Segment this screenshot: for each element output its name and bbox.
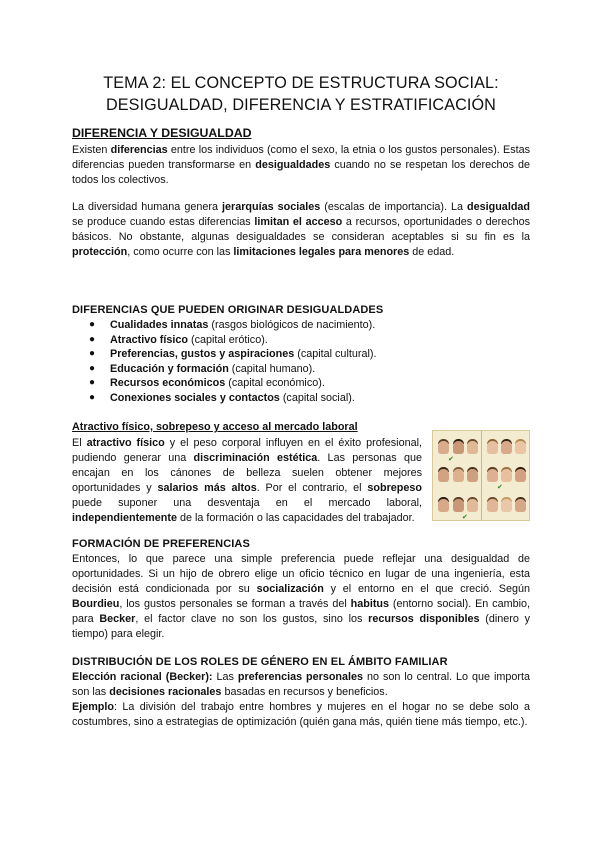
list-item: ● Atractivo físico (capital erótico).: [89, 333, 268, 346]
paragraph-diferencias: Existen diferencias entre los individuos (como el sexo, la etnia o los gustos personales). Estas diferencias pueden transformarse en desigualdades cuando no se respetan los derechos de todos los colectivos.: [72, 144, 531, 186]
check-icon: ✔: [462, 514, 468, 521]
face-thumbnail: [467, 441, 478, 454]
list-item: ● Educación y formación (capital humano).: [89, 362, 316, 375]
list-item: ● Conexiones sociales y contactos (capital social).: [89, 391, 355, 404]
bullet-icon: ●: [89, 333, 96, 345]
face-thumbnail: [467, 469, 478, 482]
bullet-list-diferencias: [72, 318, 376, 406]
paragraph-eleccion-racional: Elección racional (Becker): Las preferencias personales no son lo central. Lo que importa son las decisiones racionales basadas en recursos y beneficios.: [72, 671, 530, 698]
subheading-atractivo-fisico: Atractivo físico, sobrepeso y acceso al mercado laboral: [72, 421, 358, 433]
face-thumbnail: [487, 469, 498, 482]
bullet-icon: ●: [89, 391, 96, 403]
face-thumbnail: [501, 469, 512, 482]
face-thumbnail: [453, 469, 464, 482]
face-thumbnail: [487, 441, 498, 454]
bullet-icon: ●: [89, 319, 96, 330]
face-thumbnail: [438, 441, 449, 454]
faces-comparison-image: [432, 430, 530, 521]
face-thumbnail: [438, 469, 449, 482]
list-item: ● Recursos económicos (capital económico).: [89, 377, 325, 390]
document-title: [72, 72, 530, 116]
section-heading-roles-genero: DISTRIBUCIÓN DE LOS ROLES DE GÉNERO EN EL ÁMBITO FAMILIAR: [72, 656, 448, 668]
paragraph-atractivo-fisico: El atractivo físico y el peso corporal influyen en el éxito profesional, pudiendo generar una discriminación estética. Las personas que encajan en los cánones de belleza suelen obtener mejores oportunidades y salarios más altos. Por el contrario, el sobrepeso puede suponer una desventaja en el mercado laboral, independientemente de la formación o las capacidades del trabajador.: [72, 437, 422, 524]
face-thumbnail: [515, 499, 526, 512]
face-thumbnail: [453, 441, 464, 454]
title-line-2: DESIGUALDAD, DIFERENCIA Y ESTRATIFICACIÓN: [106, 96, 496, 114]
face-thumbnail: [438, 499, 449, 512]
paragraph-ejemplo: Ejemplo: La división del trabajo entre hombres y mujeres en el hogar no se debe solo a costumbres, sino a estrategias de optimización (quién gana más, quién tiene más tiempo, etc.).: [72, 701, 530, 728]
face-thumbnail: [515, 469, 526, 482]
face-thumbnail: [501, 441, 512, 454]
section-heading-diferencia: DIFERENCIA Y DESIGUALDAD: [72, 126, 252, 140]
image-divider: [481, 431, 482, 520]
title-line-1: TEMA 2: EL CONCEPTO DE ESTRUCTURA SOCIAL:: [103, 74, 499, 92]
paragraph-preferencias: Entonces, lo que parece una simple preferencia puede reflejar una desigualdad de oportunidades. Si un hijo de obrero elige un oficio técnico en lugar de una ingeniería, esta decisión está condicionada por su socialización y el entorno en el que creció. Según Bourdieu, los gustos personales se forman a través del habitus (entorno social). En cambio, para Becker, el factor clave no son los gustos, sino los recursos disponibles (dinero y tiempo) para elegir.: [72, 553, 531, 640]
face-thumbnail: [467, 499, 478, 512]
check-icon: ✔: [497, 484, 503, 491]
bullet-icon: ●: [89, 362, 96, 374]
face-thumbnail: [501, 499, 512, 512]
face-thumbnail: [487, 499, 498, 512]
list-item: ● Cualidades innatas (rasgos biológicos de nacimiento).: [89, 319, 376, 331]
face-thumbnail: [515, 441, 526, 454]
face-thumbnail: [453, 499, 464, 512]
section-heading-diferencias-origen: DIFERENCIAS QUE PUEDEN ORIGINAR DESIGUALDADES: [72, 304, 384, 316]
section-heading-preferencias: FORMACIÓN DE PREFERENCIAS: [72, 538, 250, 550]
paragraph-desigualdad: La diversidad humana genera jerarquías sociales (escalas de importancia). La desigualdad se produce cuando estas diferencias limitan el acceso a recursos, oportunidades o derechos básicos. No obstante, algunas desigualdades se consideran aceptables si su fin es la protección, como ocurre con las limitaciones legales para menores de edad.: [72, 201, 531, 258]
bullet-icon: ●: [89, 377, 96, 389]
check-icon: ✔: [448, 456, 454, 463]
list-item: ● Preferencias, gustos y aspiraciones (capital cultural).: [89, 348, 377, 361]
bullet-icon: ●: [89, 348, 96, 360]
